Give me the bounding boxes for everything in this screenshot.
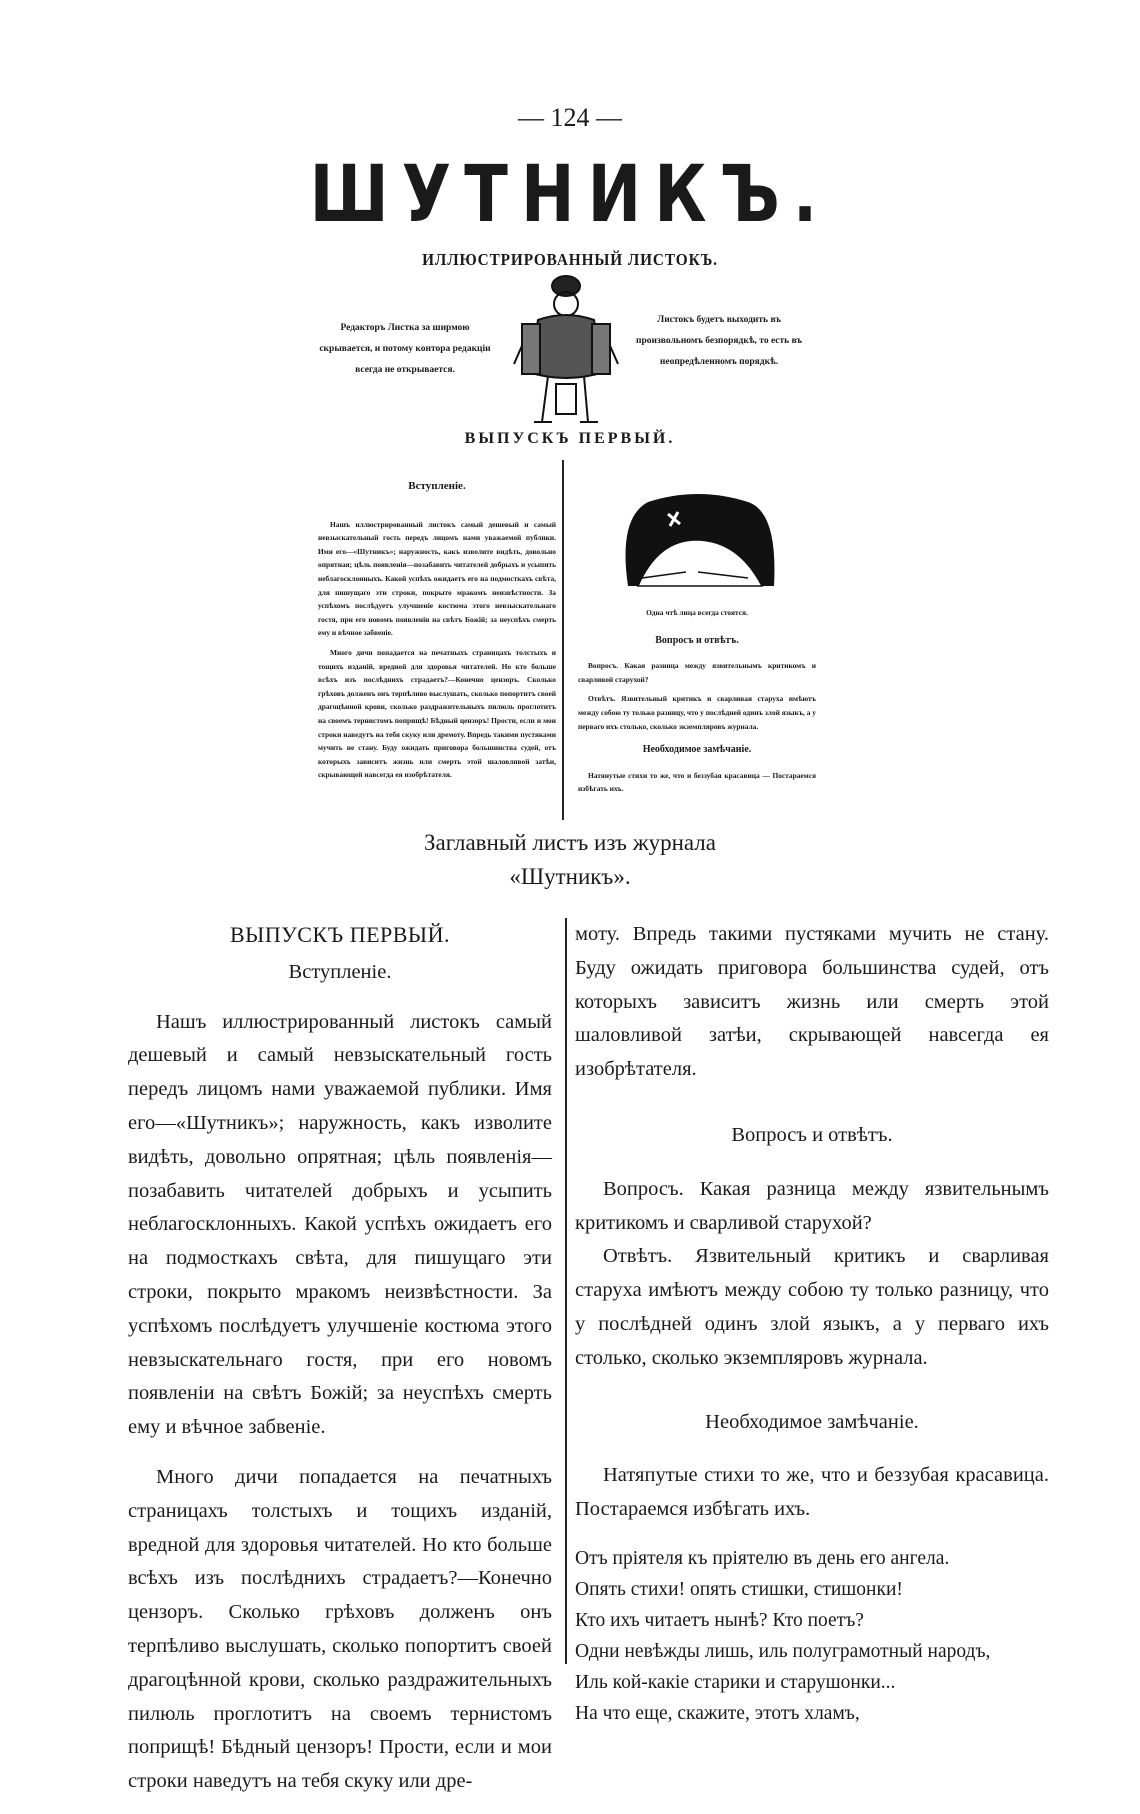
remark: Натяпутые стихи то же, что и беззубая красавица. Постараемся избѣгать ихъ. xyxy=(575,1464,1049,1521)
facsimile-remark: Натянутые стихи то же, что и беззубая красавица — Постараемся избѣгать ихъ. xyxy=(578,770,816,794)
issue-title: ВЫПУСКЪ ПЕРВЫЙ. xyxy=(229,922,450,947)
verse-line: Кто ихъ читаетъ нынѣ? Кто поетъ? xyxy=(575,1609,864,1631)
verse-line: Иль кой-какіе старики и старушонки... xyxy=(575,1671,896,1693)
left-column xyxy=(128,918,552,1799)
facsimile-left-column xyxy=(318,480,556,788)
facsimile-left-heading: Вступленіе. xyxy=(408,480,466,492)
facsimile-qa-heading: Вопросъ и отвѣтъ. xyxy=(655,634,739,646)
qa-heading: Вопросъ и отвѣтъ. xyxy=(731,1123,893,1146)
answer: Отвѣтъ. Язвительный критикъ и сварливая старуха имѣютъ между собою ту только разницу, что у послѣдней одинъ злой языкъ, а у перваго ихъ столько, сколько экземпляровъ журнала. xyxy=(575,1245,1049,1369)
figure-caption xyxy=(0,826,1140,894)
introduction-heading: Вступленіе. xyxy=(288,960,392,983)
facsimile-issue-title: ВЫПУСКЪ ПЕРВЫЙ. xyxy=(464,430,676,447)
publication-note: Листокъ будетъ выходить въ произвольномъ безпорядкѣ, то есть въ неопредѣленномъ порядкѣ. xyxy=(635,315,803,367)
question: Вопросъ. Какая разница между язвительнымъ критикомъ и сварливой старухой? xyxy=(575,1177,1049,1234)
jester-cap-illustration xyxy=(578,488,816,598)
caption-line-1: Заглавный листъ изъ журнала xyxy=(424,830,716,855)
verse-line: Одни невѣжды лишь, иль полуграмотный народъ, xyxy=(575,1640,991,1662)
paragraph: Много дичи попадается на печатныхъ страницахъ толстыхъ и тощихъ изданій, вредной для здоровья читателей. Но кто больше всѣхъ изъ послѣднихъ страдаетъ?—Конечно цензоръ. Сколько грѣховъ долженъ онъ терпѣливо выслушать, сколько попортитъ своей драгоцѣнной крови, сколько раздражительныхъ пилюль проглотитъ на своемъ тернистомъ поприщѣ! Бѣдный цензоръ! Прости, если и мои строки наведутъ на тебя скуку или дре- xyxy=(128,1465,552,1793)
masthead-title: ШУТНИКЪ. xyxy=(309,150,831,240)
facsimile-answer: Отвѣтъ. Язвительный критикъ и сварливая старуха имѣютъ между собою ту только разницу, что у послѣдней одинъ злой языкъ, а у перваго ихъ столько, сколько экземпляровъ журнала. xyxy=(578,694,816,731)
facsimile-question: Вопросъ. Какая разница между язвительнымъ критикомъ и сварливой старухой? xyxy=(578,661,816,684)
editor-note: Редакторъ Листка за ширмою скрывается, и потому контора редакціи всегда не открывается. xyxy=(319,323,491,375)
facsimile-left-paragraph: Много дичи попадается на печатныхъ страницахъ толстыхъ и тощихъ изданій, вредной для здоровья читателей. Но кто больше всѣхъ изъ послѣднихъ страдаетъ?—Конечно цензоръ. Сколько грѣховъ долженъ онъ терпѣливо выслушать, сколько попортитъ своей драгоцѣнной крови, сколько раздражительныхъ пилюль проглотитъ на своемъ тернистомъ поприщѣ! Бѣдный цензоръ! Прости, если и мои строки наведутъ на тебя скуку или дремоту. Впредь такими пустяками мучить не стану. Буду ожидать приговора большинства судей, отъ которыхъ зависитъ жизнь или смерть этой шаловливой затѣи, скрывающей навсегда ея изобрѣтателя. xyxy=(318,647,556,780)
verse-line: Отъ пріятеля къ пріятелю въ день его ангела. xyxy=(575,1547,950,1569)
paragraph: Нашъ иллюстрированный листокъ самый дешевый и самый невзыскательный гость передъ лицомъ нами уважаемой публики. Имя его—«Шутникъ»; наружность, какъ изволите видѣть, довольно опрятная; цѣль появленія—позабавить читателей добрыхъ и усыпить неблагосклонныхъ. Какой успѣхъ ожидаетъ его на подмосткахъ свѣта, для пишущаго эти строки, покрыто мракомъ неизвѣстности. За успѣхомъ послѣдуетъ улучшеніе костюма этого невзыскательнаго гостя, при его новомъ появленіи на свѣтъ Божій; за неуспѣхъ смерть ему и вѣчное забвеніе. xyxy=(128,1010,552,1439)
masthead-subtitle: ИЛЛЮСТРИРОВАННЫЙ ЛИСТОКЪ. xyxy=(422,250,718,269)
caption-line-2: «Шутникъ». xyxy=(509,864,631,889)
column-divider xyxy=(565,918,567,1664)
facsimile-divider xyxy=(562,460,564,820)
right-column xyxy=(575,918,1049,1729)
verse-line: Опять стихи! опять стишки, стишонки! xyxy=(575,1578,903,1600)
facsimile-left-paragraph: Нашъ иллюстрированный листокъ самый дешевый и самый невзыскательный гость передъ лицомъ нами уважаемой публики. Имя его—«Шутникъ»; наружность, какъ изволите видѣть, довольно опрятная; цѣль появленія—позабавить читателей добрыхъ и усыпить неблагосклонныхъ. Какой успѣхъ ожидаетъ его на подмосткахъ свѣта, для пишущаго эти строки, покрыто мракомъ неизвѣстности. За успѣхомъ послѣдуетъ улучшеніе костюма этого невзыскательнаго гостя, при его новомъ появленіи на свѣтъ Божій; за неуспѣхъ смерть ему и вѣчное забвеніе. xyxy=(318,519,556,638)
jester-illustration xyxy=(508,272,624,427)
remark-heading: Необходимое замѣчаніе. xyxy=(705,1410,919,1433)
verse xyxy=(575,1543,1049,1729)
facsimile-remark-heading: Необходимое замѣчаніе. xyxy=(642,744,752,756)
page-number: — 124 — xyxy=(518,103,622,132)
facsimile-right-column xyxy=(578,488,816,802)
paragraph: моту. Впредь такими пустяками мучить не стану. Буду ожидать приговора большинства судей, отъ которыхъ зависитъ жизнь или смерть этой шаловливой затѣи, скрывающей навсегда ея изобрѣтателя. xyxy=(575,923,1049,1081)
illustration-caption: Одна чтѣ лица всегда стоятся. xyxy=(646,608,748,617)
verse-line: На что еще, скажите, этотъ хламъ, xyxy=(575,1702,860,1724)
